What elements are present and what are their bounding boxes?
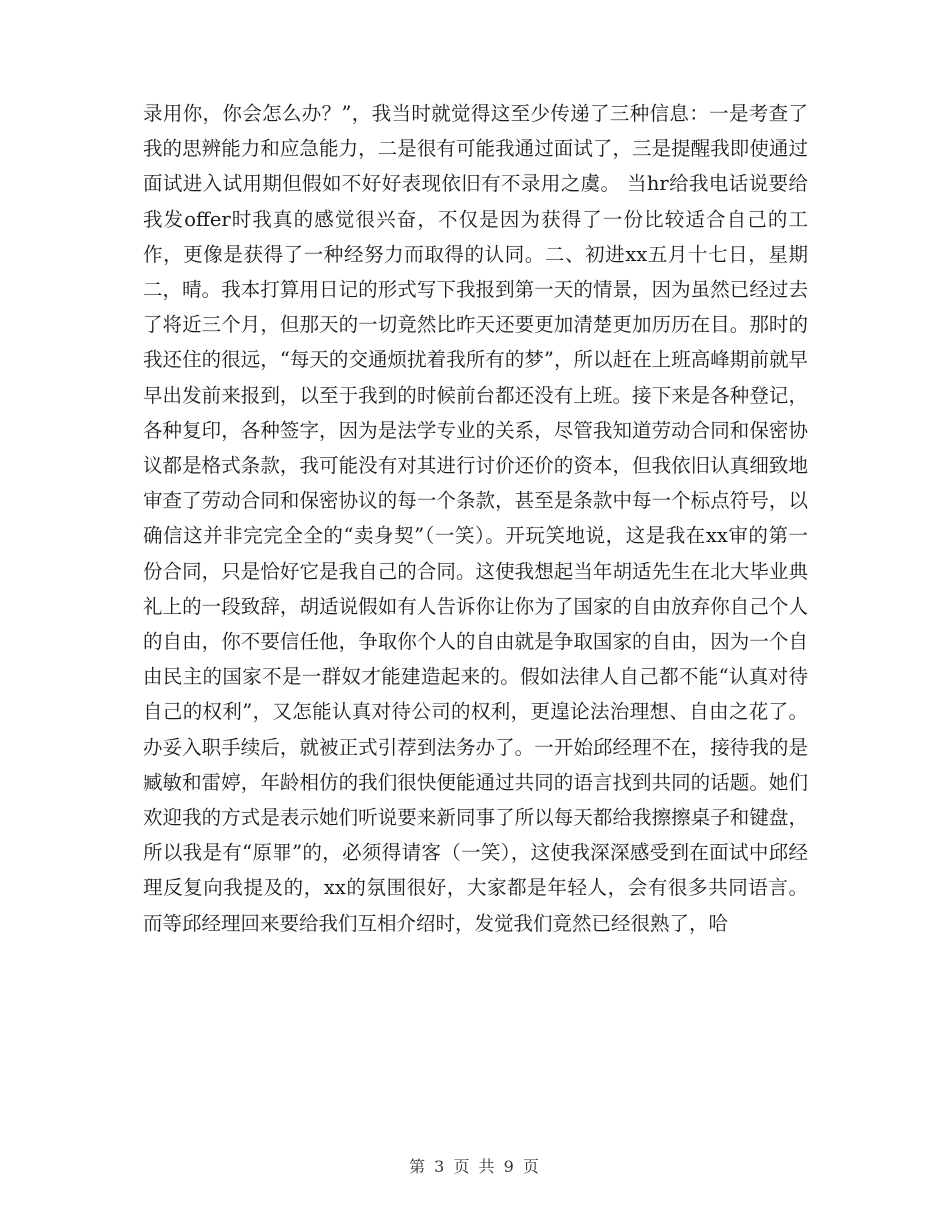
page-number-footer: 第 3 页 共 9 页 (409, 1157, 541, 1176)
body-paragraph: 录用你，你会怎么办？”，我当时就觉得这至少传递了三种信息：一是考查了我的思辨能力和应急能力，二是很有可能我通过面试了，三是提醒我即使通过面试进入试用期但假如不好好表现依旧有不录用之虞。 当hr给我电话说要给我发offer时我真的感觉很兴奋，不仅是因为获得了一份比较适合自己的工作，更像是获得了一种经努力而取得的认同。二、初进xx五月十七日，星期二，晴。我本打算用日记的形式写下我报到第一天的情景，因为虽然已经过去了将近三个月，但那天的一切竟然比昨天还要更加清楚更加历历在目。那时的我还住的很远，“每天的交通烦扰着我所有的梦”，所以赶在上班高峰期前就早早出发前来报到，以至于我到的时候前台都还没有上班。接下来是各种登记，各种复印，各种签字，因为是法学专业的关系，尽管我知道劳动合同和保密协议都是格式条款，我可能没有对其进行讨价还价的资本，但我依旧认真细致地审查了劳动合同和保密协议的每一个条款，甚至是条款中每一个标点符号，以确信这并非完完全全的“卖身契”（一笑）。开玩笑地说，这是我在xx审的第一份合同，只是恰好它是我自己的合同。这使我想起当年胡适先生在北大毕业典礼上的一段致辞，胡适说假如有人告诉你让你为了国家的自由放弃你自己个人的自由，你不要信任他，争取你个人的自由就是争取国家的自由，因为一个自由民主的国家不是一群奴才能建造起来的。假如法律人自己都不能“认真对待自己的权利”，又怎能认真对待公司的权利，更遑论法治理想、自由之花了。办妥入职手续后，就被正式引荐到法务办了。一开始邱经理不在，接待我的是臧敏和雷婷，年龄相仿的我们很快便能通过共同的语言找到共同的话题。她们欢迎我的方式是表示她们听说要来新同事了所以每天都给我擦擦桌子和键盘，所以我是有“原罪”的，必须得请客（一笑），这使我深深感受到在面试中邱经理反复向我提及的，xx的氛围很好，大家都是年轻人，会有很多共同语言。而等邱经理回来要给我们互相介绍时，发觉我们竟然已经很熟了，哈 (143, 102, 808, 935)
